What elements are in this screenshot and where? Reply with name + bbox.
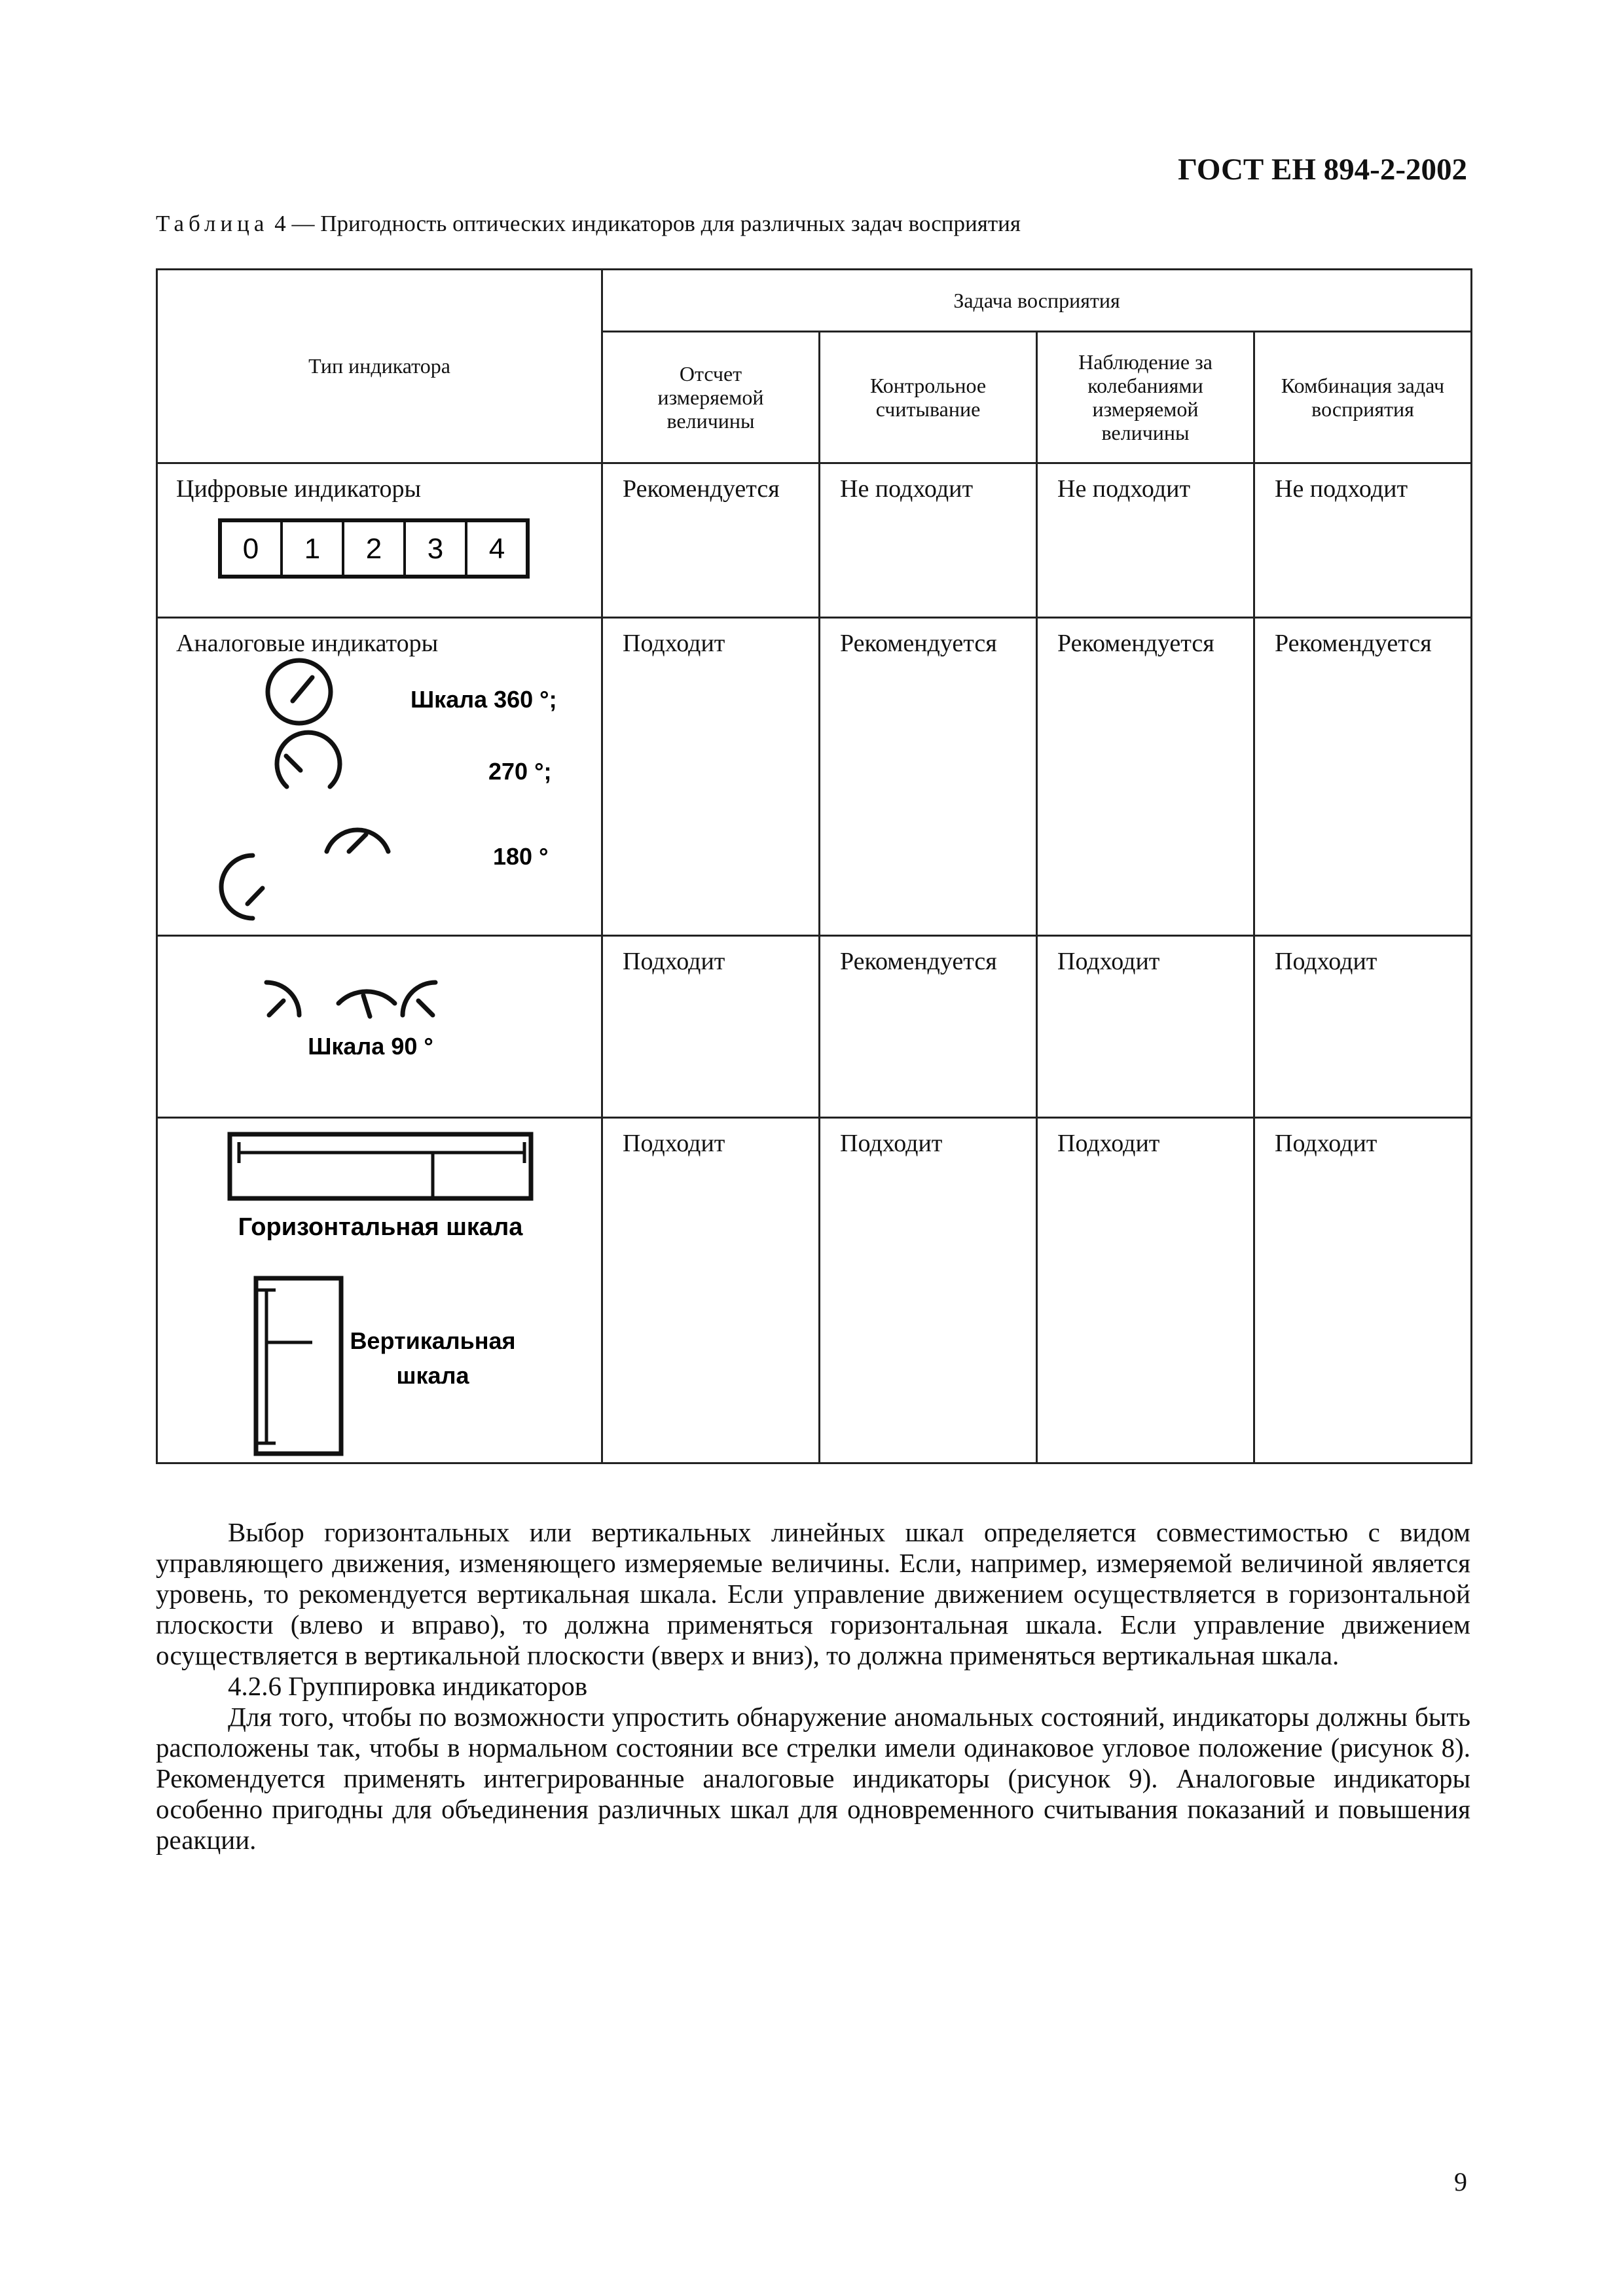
scale-90-label: Шкала 90 ° <box>308 1033 433 1060</box>
value-cell: Рекомендуется <box>602 463 820 618</box>
digit-1: 1 <box>304 533 321 565</box>
dial-270-icon <box>277 732 340 787</box>
table-caption <box>156 211 1021 237</box>
type-cell-digital <box>157 463 602 618</box>
value-cell: Подходит <box>1037 936 1254 1118</box>
value-cell: Подходит <box>1254 936 1472 1118</box>
suitability-table <box>156 268 1472 1464</box>
table-caption-text: 4 — Пригодность оптических индикаторов для различных задач восприятия <box>274 211 1021 236</box>
col-header-monitoring: Наблюдение за колебаниями измеряемой величины <box>1037 332 1254 463</box>
type-cell-analog <box>157 618 602 936</box>
dial-180-left-icon <box>221 855 253 918</box>
col-header-combination: Комбинация задач восприятия <box>1254 332 1472 463</box>
value-cell: Рекомендуется <box>1037 618 1254 936</box>
value-cell: Не подходит <box>1254 463 1472 618</box>
col-header-check-reading: Контрольное считывание <box>820 332 1037 463</box>
digit-0: 0 <box>242 533 259 565</box>
paragraph-grouping: Для того, чтобы по возможности упростить обнаружение аномальных состояний, индикаторы должны быть расположены так, чтобы в нормальном состоянии все стрелки имели одинаковое угловое положение (рисунок 8). Рекомендуется применять интегрированные аналоговые индикаторы (рисунок 9). Аналоговые индикаторы особенно пригодны для объединения различных шкал для одновременного считывания показаний и повышения реакции. <box>156 1702 1470 1855</box>
table-row <box>157 463 1472 618</box>
value-cell: Рекомендуется <box>820 618 1037 936</box>
value-cell: Рекомендуется <box>820 936 1037 1118</box>
value-cell: Подходит <box>1254 1118 1472 1463</box>
value-cell: Рекомендуется <box>1254 618 1472 936</box>
analog-dials-figure <box>158 619 603 937</box>
table-row <box>157 1118 1472 1463</box>
digit-2: 2 <box>365 533 382 565</box>
horizontal-scale-icon <box>230 1134 531 1198</box>
value-cell: Не подходит <box>820 463 1037 618</box>
page-number: 9 <box>1454 2167 1467 2197</box>
vertical-scale-icon <box>256 1278 341 1454</box>
type-cell-linear <box>157 1118 602 1463</box>
type-cell-90 <box>157 936 602 1118</box>
digit-4: 4 <box>488 533 505 565</box>
scale-270-label: 270 °; <box>488 758 552 785</box>
vertical-scale-label-1: Вертикальная <box>350 1327 516 1354</box>
value-cell: Подходит <box>602 936 820 1118</box>
vertical-scale-label-2: шкала <box>396 1362 469 1389</box>
scale-180-label: 180 ° <box>493 843 549 870</box>
col-header-indicator-type: Тип индикатора <box>157 270 602 463</box>
body-text <box>156 1517 1470 1856</box>
value-cell: Не подходит <box>1037 463 1254 618</box>
linear-scales-figure <box>158 1119 603 1464</box>
digit-3: 3 <box>427 533 444 565</box>
value-cell: Подходит <box>820 1118 1037 1463</box>
table-caption-word: Таблица <box>156 211 269 236</box>
value-cell: Подходит <box>1037 1118 1254 1463</box>
table-row <box>157 618 1472 936</box>
value-cell: Подходит <box>602 1118 820 1463</box>
col-header-perception-task: Задача восприятия <box>602 270 1472 332</box>
paragraph-linear-scales: Выбор горизонтальных или вертикальных линейных шкал определяется совместимостью с видом управляющего движения, изменяющего измеряемые величины. Если, например, измеряемой величиной является уровень, то рекомендуется вертикальная шкала. Если управление движением осуществляется в горизонтальной плоскости (влево и вправо), то должна применяться горизонтальная шкала. Если управление движением осуществляется в вертикальной плоскости (вверх и вниз), то должна применяться вертикальная шкала. <box>156 1517 1470 1670</box>
table-row <box>157 936 1472 1118</box>
scale-360-label: Шкала 360 °; <box>410 686 557 713</box>
standard-code: ГОСТ ЕН 894-2-2002 <box>1178 152 1467 187</box>
col-header-reading: Отсчет измеряемой величины <box>602 332 820 463</box>
value-cell: Подходит <box>602 618 820 936</box>
scale-90-figure <box>158 937 603 1119</box>
section-heading-4-2-6: 4.2.6 Группировка индикаторов <box>228 1671 588 1701</box>
type-label-digital: Цифровые индикаторы <box>176 475 421 503</box>
type-label-analog: Аналоговые индикаторы <box>176 630 439 657</box>
horizontal-scale-label: Горизонтальная шкала <box>238 1213 523 1241</box>
